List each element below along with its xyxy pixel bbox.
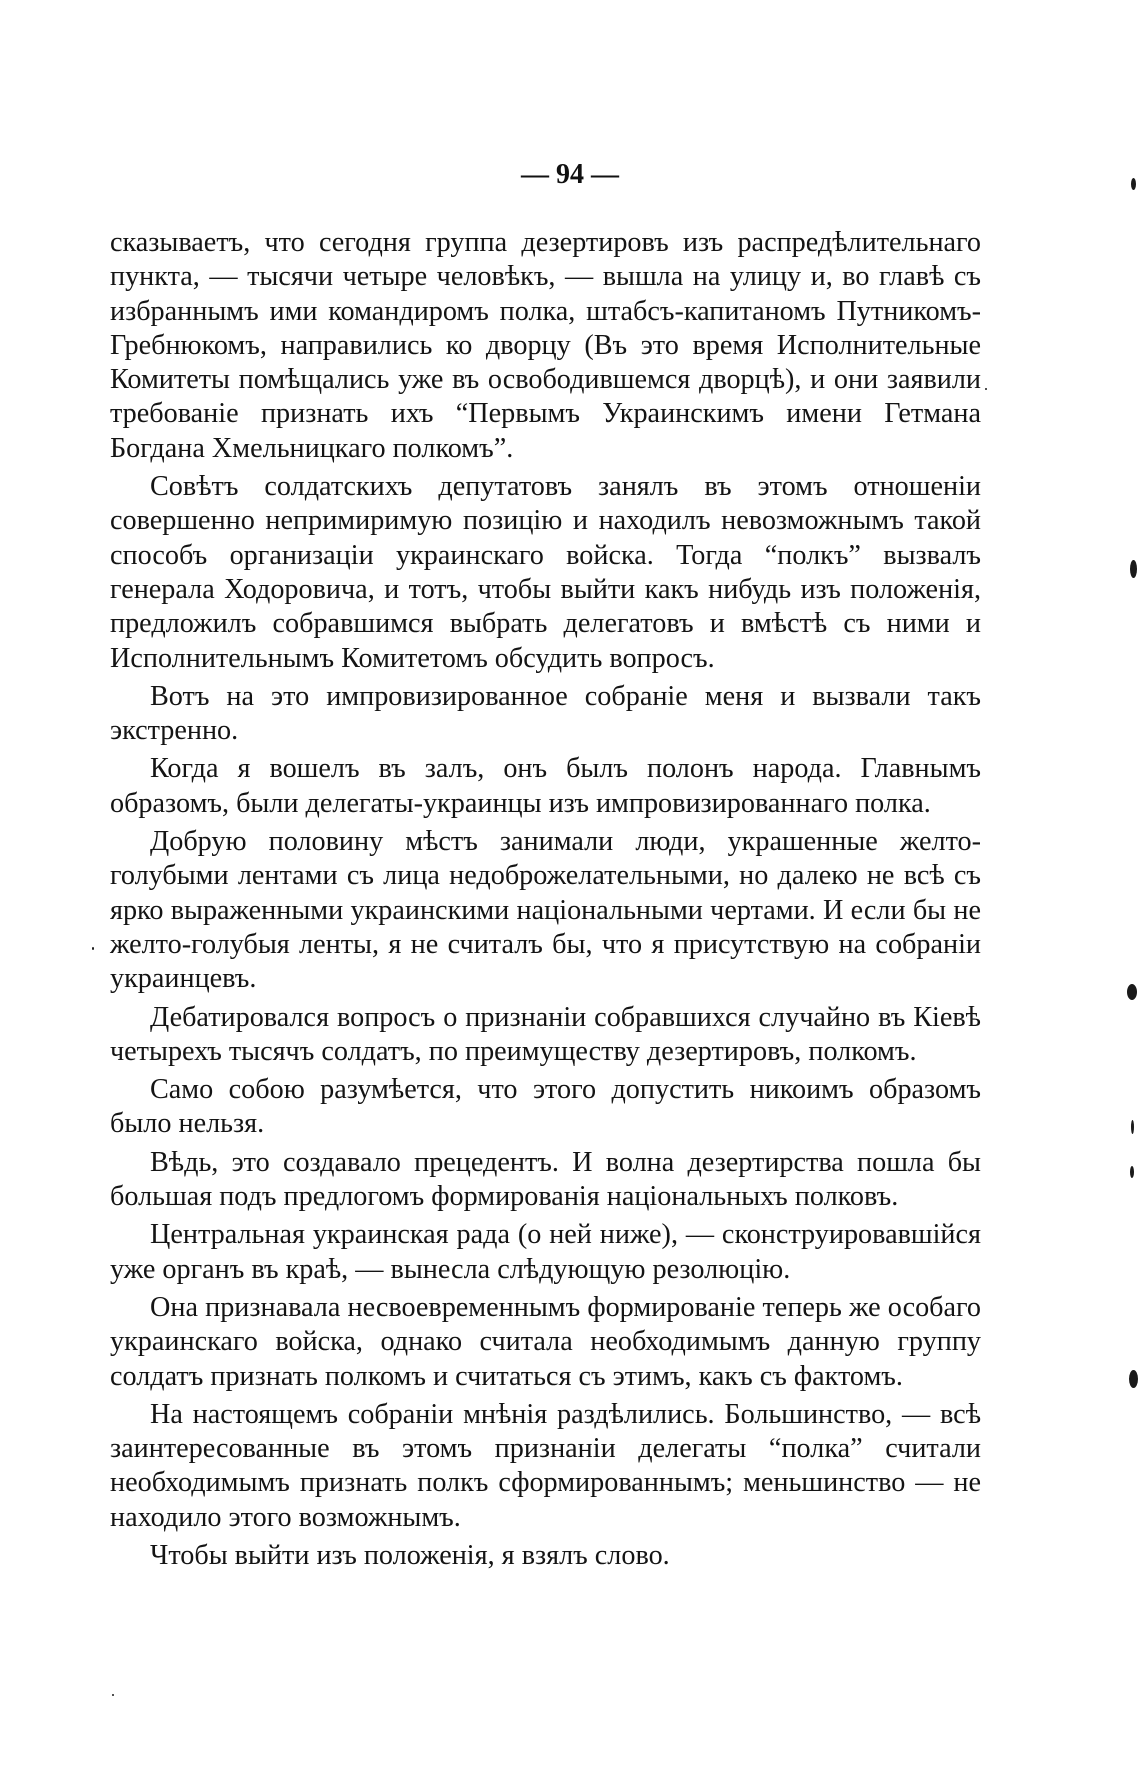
- scan-speck: [1130, 1166, 1134, 1178]
- paragraph: Вотъ на это импровизированное собраніе меня и вызвали такъ экстренно.: [110, 680, 981, 747]
- scan-speck: [1131, 1120, 1134, 1134]
- scan-speck: [92, 947, 94, 950]
- paragraph: Совѣтъ солдатскихъ депутатовъ занялъ въ этомъ отношеніи совершенно непримиримую позицію и находилъ невозможнымъ такой способъ организаціи украинскаго войска. Тогда “полкъ” вызвалъ генерала Ходоровича, и тотъ, чтобы выйти какъ нибудь изъ положенія, предложилъ собравшимся выбрать делегатовъ и вмѣстѣ съ ними и Исполнительнымъ Комитетомъ обсудить вопросъ.: [110, 471, 981, 674]
- scan-speck: [1131, 178, 1136, 190]
- paragraph: Добрую половину мѣстъ занимали люди, украшенные желто-голубыми лентами съ лица недоброжелательными, но далеко не всѣ съ ярко выраженными украинскими національными чертами. И если бы не желто-голубыя ленты, я не считалъ бы, что я присутствую на собраніи украинцевъ.: [110, 826, 981, 995]
- scan-speck: [1127, 984, 1137, 1000]
- scan-speck: [112, 1694, 114, 1696]
- scan-speck: [1130, 560, 1137, 578]
- paragraph: На настоящемъ собраніи мнѣнія раздѣлились. Большинство, — всѣ заинтересованные въ этомъ признаніи делегаты “полка” считали необходимымъ признать полкъ сформированнымъ; меньшинство — не находило этого возможнымъ.: [110, 1398, 981, 1533]
- paragraph: Само собою разумѣется, что этого допустить никоимъ образомъ было нельзя.: [110, 1074, 981, 1140]
- paragraph: Чтобы выйти изъ положенія, я взялъ слово.: [150, 1539, 670, 1571]
- paragraph: Она признавала несвоевременнымъ формированіе теперь же особаго украинскаго войска, однако считала необходимымъ данную группу солдатъ признать полкомъ и считаться съ этимъ, какъ съ фактомъ.: [110, 1291, 981, 1392]
- paragraph: Когда я вошелъ въ залъ, онъ былъ полонъ народа. Главнымъ образомъ, были делегаты-украинцы изъ импровизированнаго полка.: [110, 753, 981, 819]
- paragraph: Дебатировался вопросъ о признаніи собравшихся случайно въ Кіевѣ четырехъ тысячъ солдатъ, по преимуществу дезертировъ, полкомъ.: [110, 1001, 981, 1067]
- body-text: [110, 226, 981, 1577]
- scan-speck: [985, 388, 987, 390]
- page-number: — 94 —: [521, 159, 619, 190]
- paragraph: Центральная украинская рада (о ней ниже), — сконструировавшійся уже органъ въ краѣ, — вынесла слѣдующую резолюцію.: [110, 1219, 981, 1285]
- paragraph: сказываетъ, что сегодня группа дезертировъ изъ распредѣлительнаго пункта, — тысячи четыре человѣкъ, — вышла на улицу и, во главѣ съ избраннымъ ими командиромъ полка, штабсъ-капитаномъ Путникомъ-Гребнюкомъ, направились ко дворцу (Въ это время Исполнительные Комитеты помѣщались уже въ освободившемся дворцѣ), и они заявили требованіе признать ихъ “Первымъ Украинскимъ имени Гетмана Богдана Хмельницкаго полкомъ”.: [110, 227, 981, 464]
- paragraph: Вѣдь, это создавало прецедентъ. И волна дезертирства пошла бы большая подъ предлогомъ формированія національныхъ полковъ.: [110, 1146, 981, 1213]
- scan-speck: [1129, 1370, 1138, 1388]
